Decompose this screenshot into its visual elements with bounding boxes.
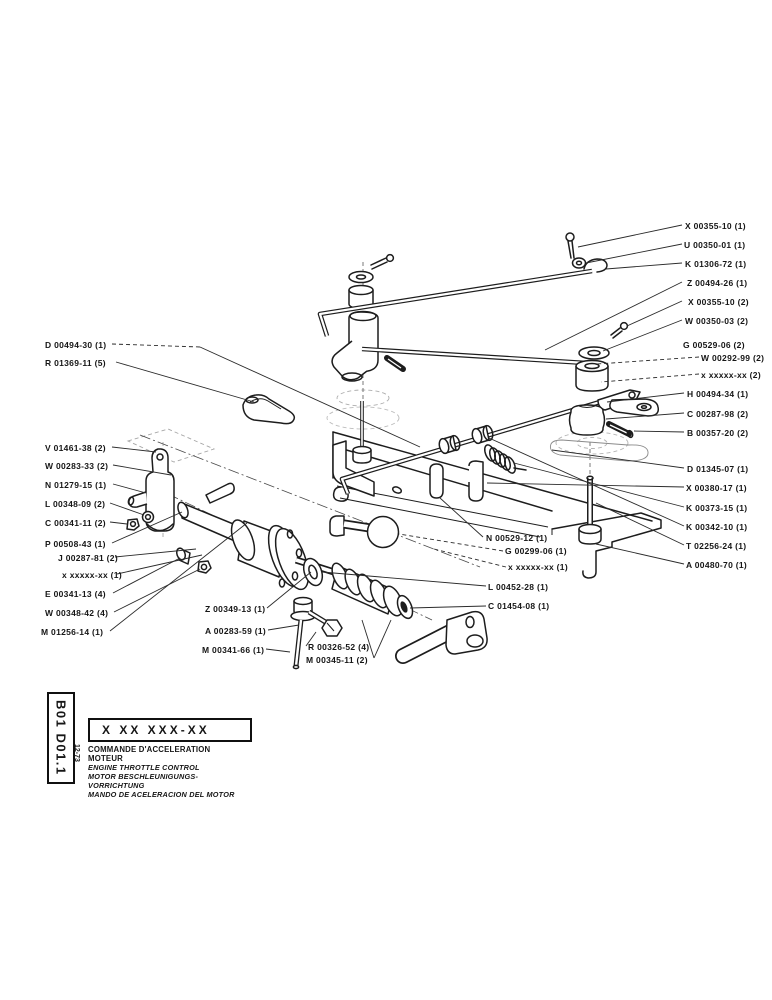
part-label: R 01369-11 (5) — [45, 358, 106, 368]
title-german: MOTOR BESCHLEUNIGUNGS-VORRICHTUNG — [88, 772, 199, 790]
part-label: N 00529-12 (1) — [486, 533, 548, 543]
part-label: D 01345-07 (1) — [687, 464, 749, 474]
part-label: T 02256-24 (1) — [686, 541, 747, 551]
part-label: K 00342-10 (1) — [686, 522, 748, 532]
part-label: W 00283-33 (2) — [45, 461, 109, 471]
part-label: x xxxxx-xx (2) — [701, 370, 761, 380]
leader-lines — [110, 225, 699, 658]
fork-lever — [403, 612, 487, 656]
part-label: P 00508-43 (1) — [45, 539, 106, 549]
part-label: B 00357-20 (2) — [687, 428, 749, 438]
hook-plate — [469, 461, 483, 501]
part-label: M 00341-66 (1) — [202, 645, 265, 655]
part-number-mask-box: X XX XXX-XX — [88, 718, 252, 742]
part-label: Z 00349-13 (1) — [205, 604, 266, 614]
cam-lever — [243, 395, 294, 424]
part-label: W 00292-99 (2) — [701, 353, 765, 363]
part-label: X 00380-17 (1) — [686, 483, 747, 493]
part-label: X 00355-10 (2) — [688, 297, 749, 307]
return-spring — [483, 443, 526, 474]
part-label: W 00348-42 (4) — [45, 608, 109, 618]
left-lever-assembly — [127, 449, 315, 594]
part-label: J 00287-81 (2) — [58, 553, 118, 563]
valve-spool — [296, 556, 416, 621]
part-label: U 00350-01 (1) — [684, 240, 746, 250]
part-label: M 00345-11 (2) — [306, 655, 368, 665]
date-code: 12-73 — [73, 744, 80, 762]
part-label: L 00452-28 (1) — [488, 582, 549, 592]
title-spanish: MANDO DE ACELERACION DEL MOTOR — [88, 790, 235, 799]
part-label: x xxxxx-xx (1) — [508, 562, 568, 572]
upper-right-fittings — [566, 233, 586, 268]
title-english: ENGINE THROTTLE CONTROL — [88, 763, 200, 772]
title-french: COMMANDE D'ACCELERATION MOTEUR — [88, 745, 211, 763]
part-label: V 01461-38 (2) — [45, 443, 106, 453]
page-reference-box — [47, 692, 75, 784]
part-label: A 00283-59 (1) — [205, 626, 267, 636]
part-label: G 00299-06 (1) — [505, 546, 567, 556]
part-label: A 00480-70 (1) — [686, 560, 748, 570]
mounting-plate — [333, 432, 661, 578]
part-label: H 00494-34 (1) — [687, 389, 749, 399]
part-label: E 00341-13 (4) — [45, 589, 106, 599]
part-label: C 01454-08 (1) — [488, 601, 550, 611]
link-strip — [430, 464, 443, 498]
part-label: D 00494-30 (1) — [45, 340, 107, 350]
part-label: W 00350-03 (2) — [685, 316, 749, 326]
part-label: X 00355-10 (1) — [685, 221, 746, 231]
part-label: G 00529-06 (2) — [683, 340, 745, 350]
bell-crank-assembly — [332, 255, 393, 381]
part-label: N 01279-15 (1) — [45, 480, 107, 490]
part-label: R 00326-52 (4) — [308, 642, 370, 652]
part-label: M 01256-14 (1) — [41, 627, 104, 637]
part-label: x xxxxx-xx (1) — [62, 570, 122, 580]
title-block — [88, 740, 246, 799]
part-label: C 00287-98 (2) — [687, 409, 749, 419]
part-label: C 00341-11 (2) — [45, 518, 106, 528]
page-reference-code: B01 D01.1 — [53, 700, 69, 776]
part-label: K 00373-15 (1) — [686, 503, 748, 513]
part-label: L 00348-09 (2) — [45, 499, 106, 509]
ball-lever — [330, 516, 399, 548]
part-label: K 01306-72 (1) — [685, 259, 747, 269]
part-label: Z 00494-26 (1) — [687, 278, 748, 288]
